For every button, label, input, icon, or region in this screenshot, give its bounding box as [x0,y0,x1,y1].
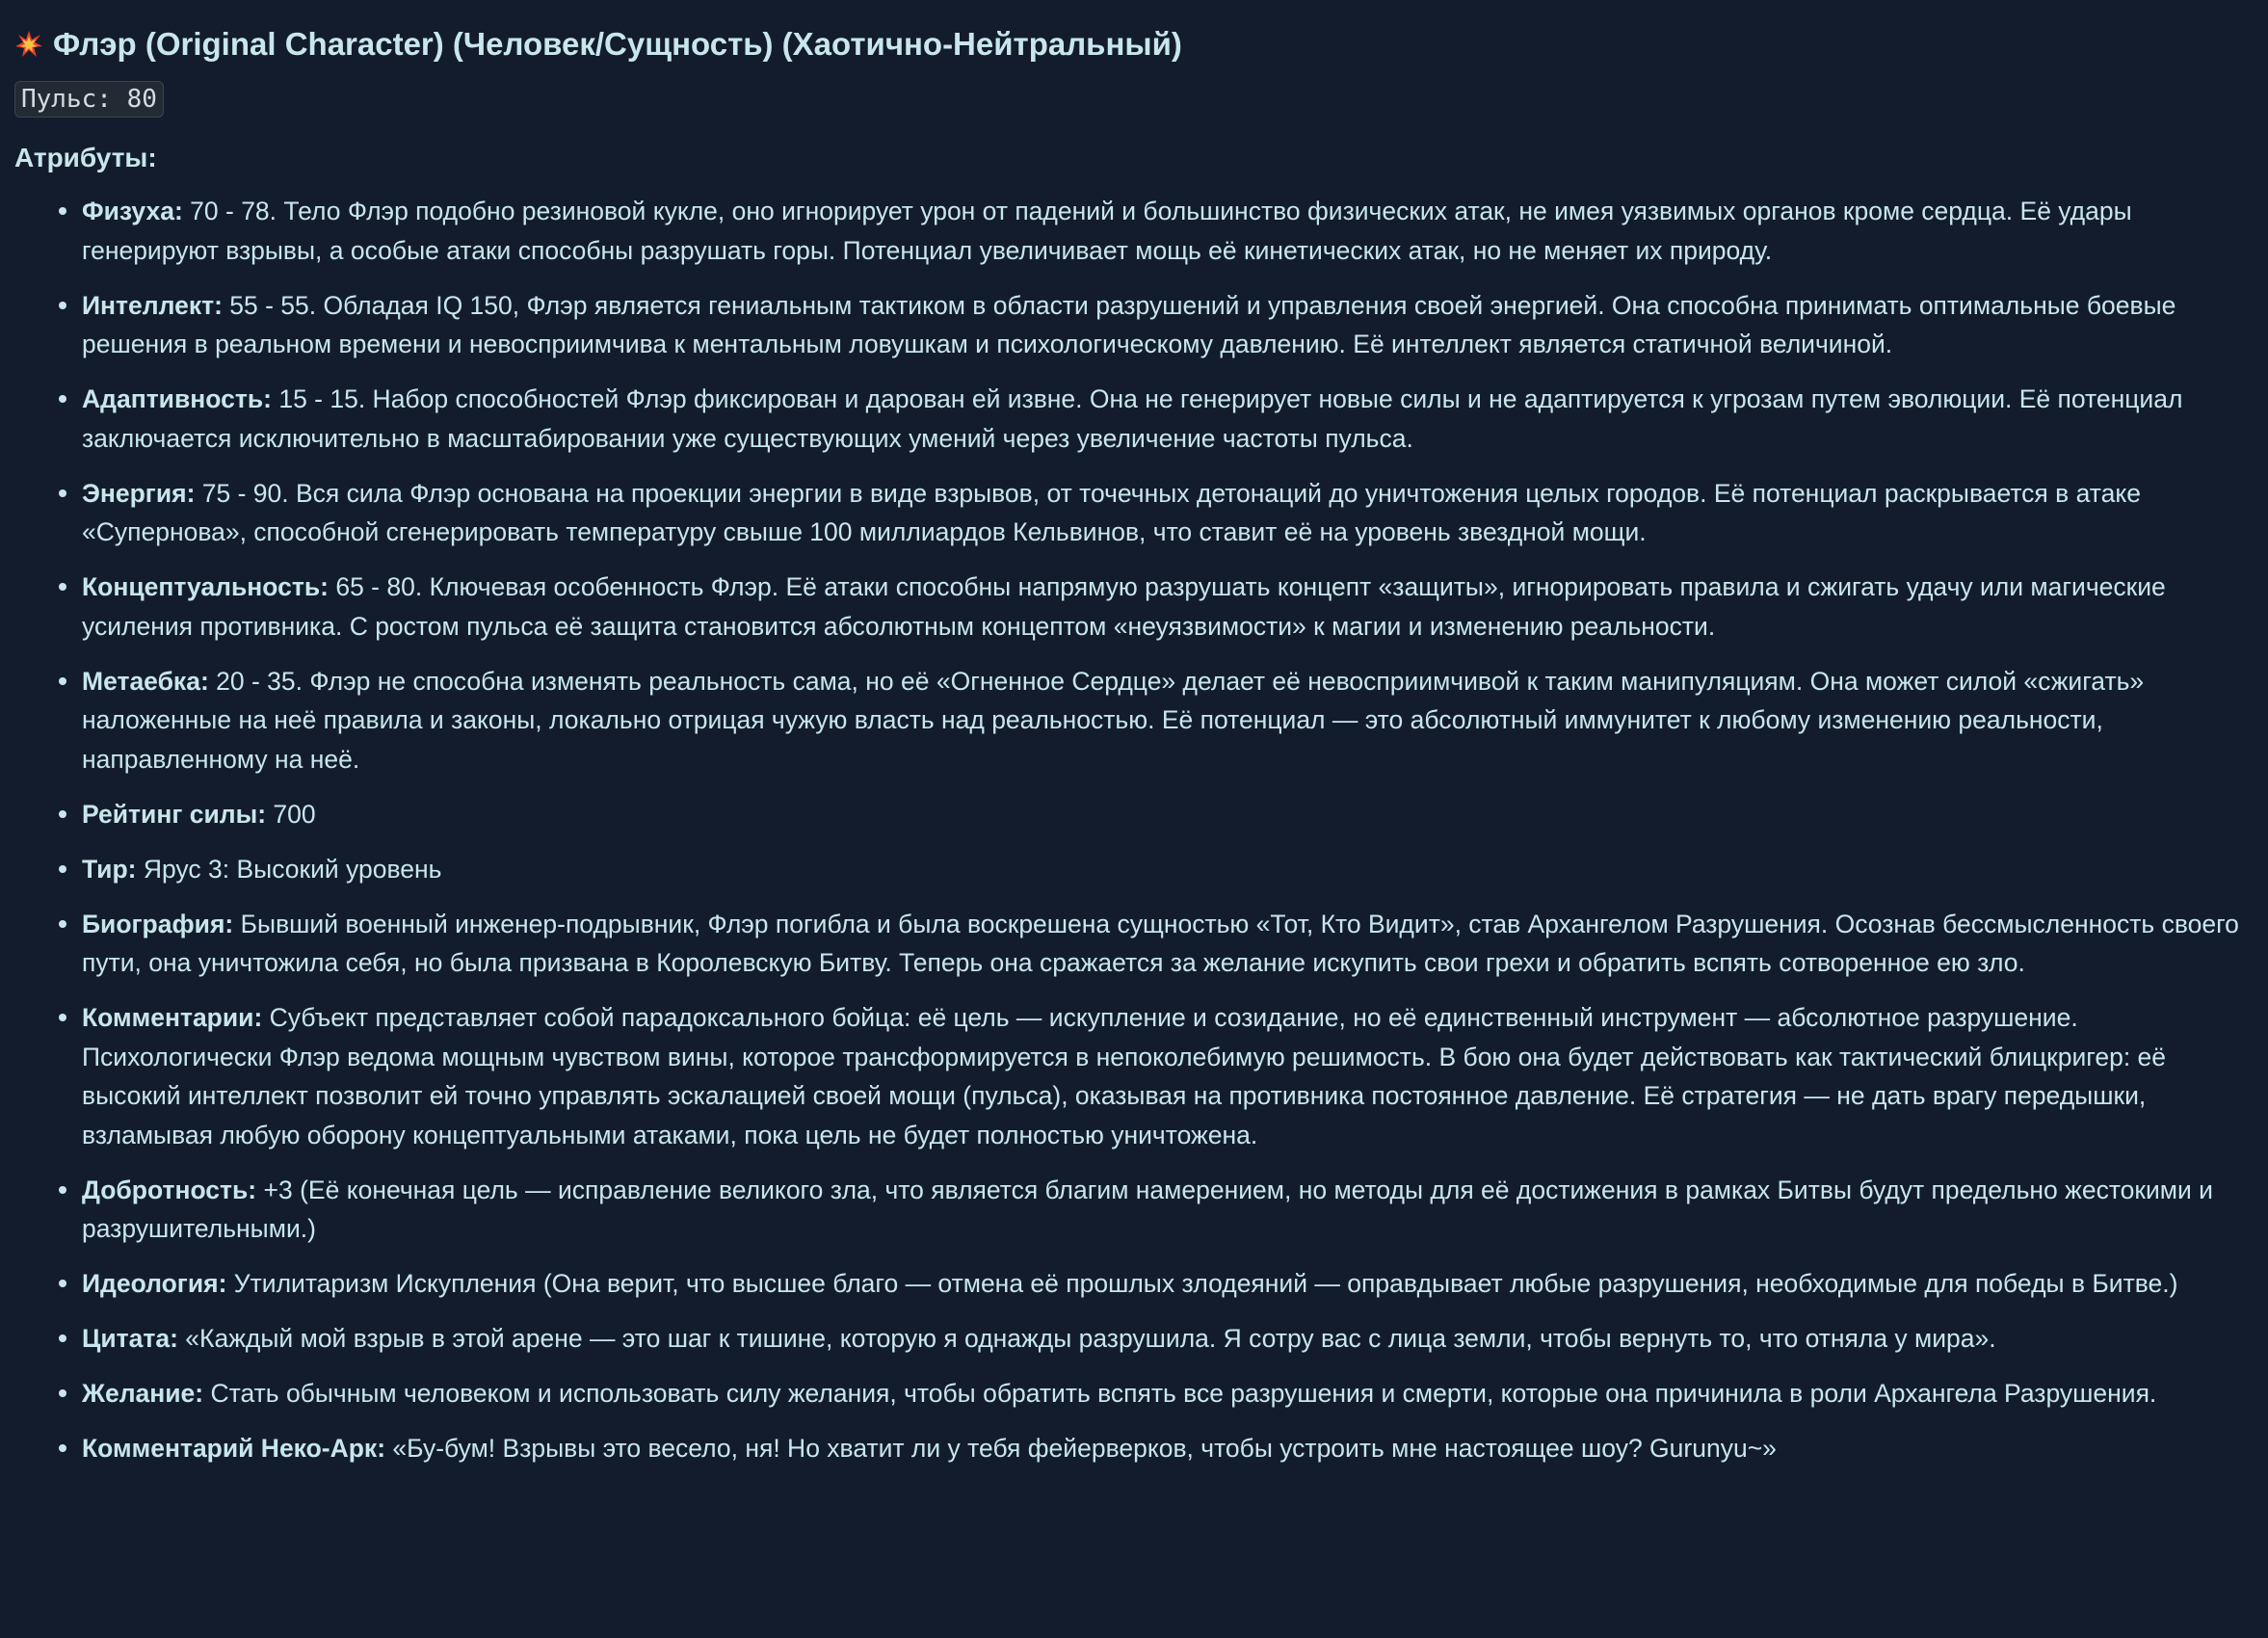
attribute-text: 65 - 80. Ключевая особенность Флэр. Её атаки способны напрямую разрушать концепт «защиты», игнорировать правила и сжигать удачу или магические усиления противника. С ростом пульса её защита становится абсолютным концептом «неуязвимости» к магии и изменению реальности. [82,572,2166,641]
attribute-label: Интеллект: [82,290,223,320]
attribute-text: 700 [273,799,316,829]
list-item [82,998,2245,1154]
attribute-label: Цитата: [82,1324,178,1353]
list-item [82,474,2245,552]
attribute-text: 70 - 78. Тело Флэр подобно резиновой кукле, оно игнорирует урон от падений и большинство физических атак, не имея уязвимых органов кроме сердца. Её удары генерируют взрывы, а особые атаки способны разрушать горы. Потенциал увеличивает мощь её кинетических атак, но не меняет их природу. [82,197,2132,265]
list-item [82,568,2245,646]
list-item [82,795,2245,834]
attribute-label: Биография: [82,909,234,938]
list-item [82,1264,2245,1304]
attribute-label: Энергия: [82,478,196,508]
page-title-text: Флэр (Original Character) (Человек/Сущность) (Хаотично-Нейтральный) [53,26,1182,62]
attribute-label: Метаебка: [82,666,209,696]
list-item [82,286,2245,364]
pulse-badge: Пульс: 80 [14,81,164,118]
list-item [82,1429,2245,1468]
attribute-text: Утилитаризм Искупления (Она верит, что высшее благо — отмена её прошлых злодеяний — оправдывает любые разрушения, необходимые для победы в Битве.) [233,1269,2178,1298]
attribute-text: +3 (Её конечная цель — исправление великого зла, что является благим намерением, но методы для её достижения в рамках Битвы будут предельно жестокими и разрушительными.) [82,1175,2213,1243]
attribute-text: 15 - 15. Набор способностей Флэр фиксирован и дарован ей извне. Она не генерирует новые силы и не адаптируется к угрозам путем эволюции. Её потенциал заключается исключительно в масштабировании уже существующих умений через увеличение частоты пульса. [82,384,2183,453]
attribute-text: Бывший военный инженер-подрывник, Флэр погибла и была воскрешена сущностью «Тот, Кто Видит», став Архангелом Разрушения. Осознав бессмысленность своего пути, она уничтожила себя, но была призвана в Королевскую Битву. Теперь она сражается за желание искупить свои грехи и обратить вспять сотворенное ею зло. [82,909,2239,977]
list-item [82,662,2245,779]
list-item [82,380,2245,458]
collision-icon [14,30,43,59]
attribute-label: Комментарий Неко-Арк: [82,1434,386,1463]
attribute-label: Рейтинг силы: [82,799,267,829]
list-item [82,1319,2245,1359]
list-item [82,1171,2245,1249]
attribute-label: Концептуальность: [82,572,329,601]
attribute-text: «Каждый мой взрыв в этой арене — это шаг к тишине, которую я однажды разрушила. Я сотру вас с лица земли, чтобы вернуть то, что отняла у мира». [185,1324,1996,1353]
attribute-text: Ярус 3: Высокий уровень [143,854,442,884]
attribute-label: Комментарии: [82,1003,263,1032]
attribute-text: «Бу-бум! Взрывы это весело, ня! Но хватит ли у тебя фейерверков, чтобы устроить мне настоящее шоу? Gurunyu~» [392,1434,1777,1463]
attribute-text: Субъект представляет собой парадоксального бойца: её цель — искупление и созидание, но её единственный инструмент — абсолютное разрушение. Психологически Флэр ведома мощным чувством вины, которое трансформируется в непоколебимую решимость. В бою она будет действовать как тактический блицкригер: её высокий интеллект позволит ей точно управлять эскалацией своей мощи (пульса), оказывая на противника постоянное давление. Её стратегия — не дать врагу передышки, взламывая любую оборону концептуальными атаками, пока цель не будет полностью уничтожена. [82,1003,2167,1149]
attribute-label: Идеология: [82,1269,227,1298]
attributes-heading: Атрибуты: [14,143,157,172]
attribute-label: Физуха: [82,197,183,225]
attribute-text: 55 - 55. Обладая IQ 150, Флэр является гениальным тактиком в области разрушений и управления своей энергией. Она способна принимать оптимальные боевые решения в реальном времени и невосприимчива к ментальным ловушкам и психологическому давлению. Её интеллект является статичной величиной. [82,290,2176,358]
list-item [82,192,2245,270]
attributes-list [14,192,2245,1468]
attribute-label: Адаптивность: [82,384,272,413]
attribute-label: Желание: [82,1379,204,1408]
attribute-text: 75 - 90. Вся сила Флэр основана на проекции энергии в виде взрывов, от точечных детонаций до уничтожения целых городов. Её потенциал раскрывается в атаке «Супернова», способной сгенерировать температуру свыше 100 миллиардов Кельвинов, что ставит её на уровень звездной мощи. [82,478,2141,546]
list-item [82,905,2245,983]
list-item [82,850,2245,889]
attribute-text: 20 - 35. Флэр не способна изменять реальность сама, но её «Огненное Сердце» делает её невосприимчивой к таким манипуляциям. Она может силой «сжигать» наложенные на неё правила и законы, локально отрицая чужую власть над реальностью. Её потенциал — это абсолютный иммунитет к любому изменению реальности, направленному на неё. [82,666,2145,774]
attribute-label: Добротность: [82,1175,257,1204]
list-item [82,1374,2245,1413]
attribute-text: Стать обычным человеком и использовать силу желания, чтобы обратить вспять все разрушения и смерти, которые она причинила в роли Архангела Разрушения. [210,1379,2157,1408]
attribute-label: Тир: [82,854,137,884]
page-title [14,23,2245,66]
